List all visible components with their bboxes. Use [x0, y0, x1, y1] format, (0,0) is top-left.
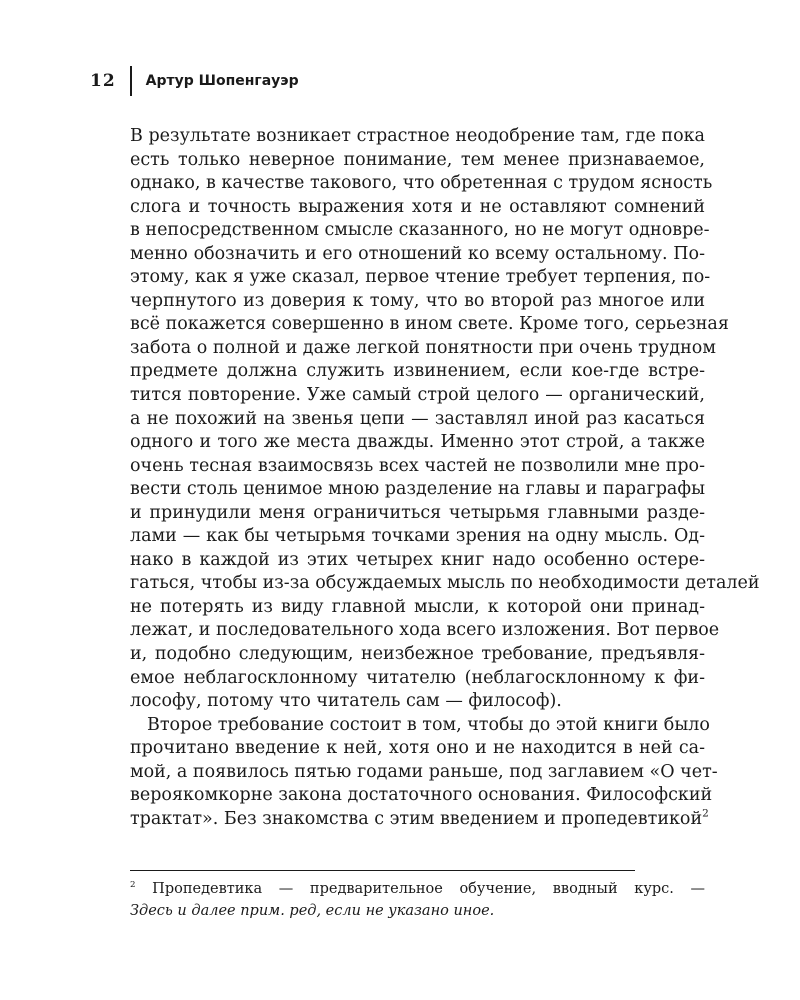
body-line: [130, 784, 713, 808]
body-line: [130, 572, 760, 596]
body-line: [130, 337, 716, 361]
body-line-text: есть только неверное понимание, тем менее признаваемое,: [130, 149, 705, 170]
body-line-text: забота о полной и даже легкой понятности при очень трудном: [130, 337, 716, 358]
body-line-text: лами — как бы четырьмя точками зрения на одну мысль. Од-: [130, 526, 705, 547]
body-line-text: мой, а появилось пятью годами раньше, под заглавием «О чет-: [130, 761, 718, 782]
body-line: [130, 667, 705, 691]
body-line-text: слога и точность выражения хотя и не оставляют сомнений: [130, 196, 705, 217]
body-line: [130, 172, 713, 196]
body-line-text: трактат». Без знакомства с этим введением и пропедевтикой: [130, 808, 703, 829]
body-line-text: очень тесная взаимосвязь всех частей не позволили мне про-: [130, 455, 705, 476]
body-line-text: и принудили меня ограничиться четырьмя главными разде-: [130, 502, 705, 523]
running-head-author: Артур Шопенгауэр: [145, 73, 299, 89]
body-line: [130, 243, 705, 267]
body-line-text: лежат, и последовательного хода всего изложения. Вот первое: [130, 620, 720, 641]
body-line-text: вести столь ценимое мною разделение на главы и параграфы: [130, 479, 705, 500]
page-number: 12: [90, 71, 116, 91]
body-line-text: прочитано введение к ней, хотя оно и не находится в ней са-: [130, 738, 705, 759]
footnote-line-2: Здесь и далее прим. ред, если не указано иное.: [130, 903, 495, 919]
body-line-text: не потерять из виду главной мысли, к которой они принад-: [130, 596, 705, 617]
footnote-marker: 2: [130, 879, 136, 890]
body-line-text: а не похожий на звенья цепи — заставлял иной раз касаться: [130, 408, 705, 429]
body-line: [130, 266, 711, 290]
body-line-text: нако в каждой из этих четырех книг надо особенно остере-: [130, 549, 705, 570]
body-line-text: В результате возникает страстное неодобрение там, где пока: [130, 126, 705, 146]
body-line: [130, 360, 705, 384]
footnote-divider: [130, 870, 635, 871]
running-head: [90, 66, 299, 96]
body-line-text: вероякомкорне закона достаточного основания. Философский: [130, 785, 713, 806]
body-line: [130, 761, 718, 785]
body-line: [130, 619, 720, 643]
body-line: [130, 219, 710, 243]
body-line: [130, 690, 705, 714]
body-line-text: Второе требование состоит в том, чтобы до этой книги было: [147, 714, 710, 735]
body-line: [130, 313, 729, 337]
body-line: [130, 478, 705, 502]
header-divider: [130, 66, 132, 96]
body-line: [130, 125, 705, 149]
body-text: [130, 125, 760, 831]
body-line: [130, 643, 705, 667]
footnote-reference: 2: [702, 807, 709, 820]
body-line-text: в непосредственном смысле сказанного, но не могут одновре-: [130, 220, 710, 241]
footnote-line-1: [130, 878, 705, 900]
body-line-text: гаться, чтобы из-за обсуждаемых мысль по необходимости деталей: [130, 573, 760, 594]
body-line: [130, 596, 705, 620]
body-line: [130, 549, 705, 573]
body-line-text: одного и того же места дважды. Именно этот строй, а также: [130, 432, 705, 453]
body-line: [130, 455, 705, 479]
body-line: [130, 807, 709, 832]
body-line-text: всё покажется совершенно в ином свете. Кроме того, серьезная: [130, 314, 729, 335]
footnote-text: Пропедевтика — предварительное обучение, вводный курс. —: [152, 881, 705, 897]
body-line-text: черпнутого из доверия к тому, что во второй раз многое или: [130, 290, 705, 311]
body-line: [130, 431, 705, 455]
body-line-text: тится повторение. Уже самый строй целого — органический,: [130, 385, 705, 406]
body-line-text: менно обозначить и его отношений ко всему остальному. По-: [130, 243, 705, 264]
body-line: [130, 737, 705, 761]
footnote: [130, 878, 705, 922]
body-line-text: емое неблагосклонному читателю (неблагосклонному к фи-: [130, 667, 705, 688]
body-line-text: однако, в качестве такового, что обретенная с трудом ясность: [130, 173, 713, 194]
body-line-text: и, подобно следующим, неизбежное требование, предъявля-: [130, 644, 705, 665]
body-line-text: этому, как я уже сказал, первое чтение требует терпения, по-: [130, 267, 711, 288]
body-line-text: лософу, потому что читатель сам — философ).: [130, 691, 562, 712]
body-line: [130, 714, 710, 738]
body-line: [130, 384, 705, 408]
body-line-text: предмете должна служить извинением, если кое-где встре-: [130, 361, 705, 382]
body-line: [130, 525, 705, 549]
body-line: [130, 196, 705, 220]
body-line: [130, 502, 705, 526]
body-line: [130, 408, 705, 432]
body-line: [130, 290, 705, 314]
body-line: [130, 149, 705, 173]
